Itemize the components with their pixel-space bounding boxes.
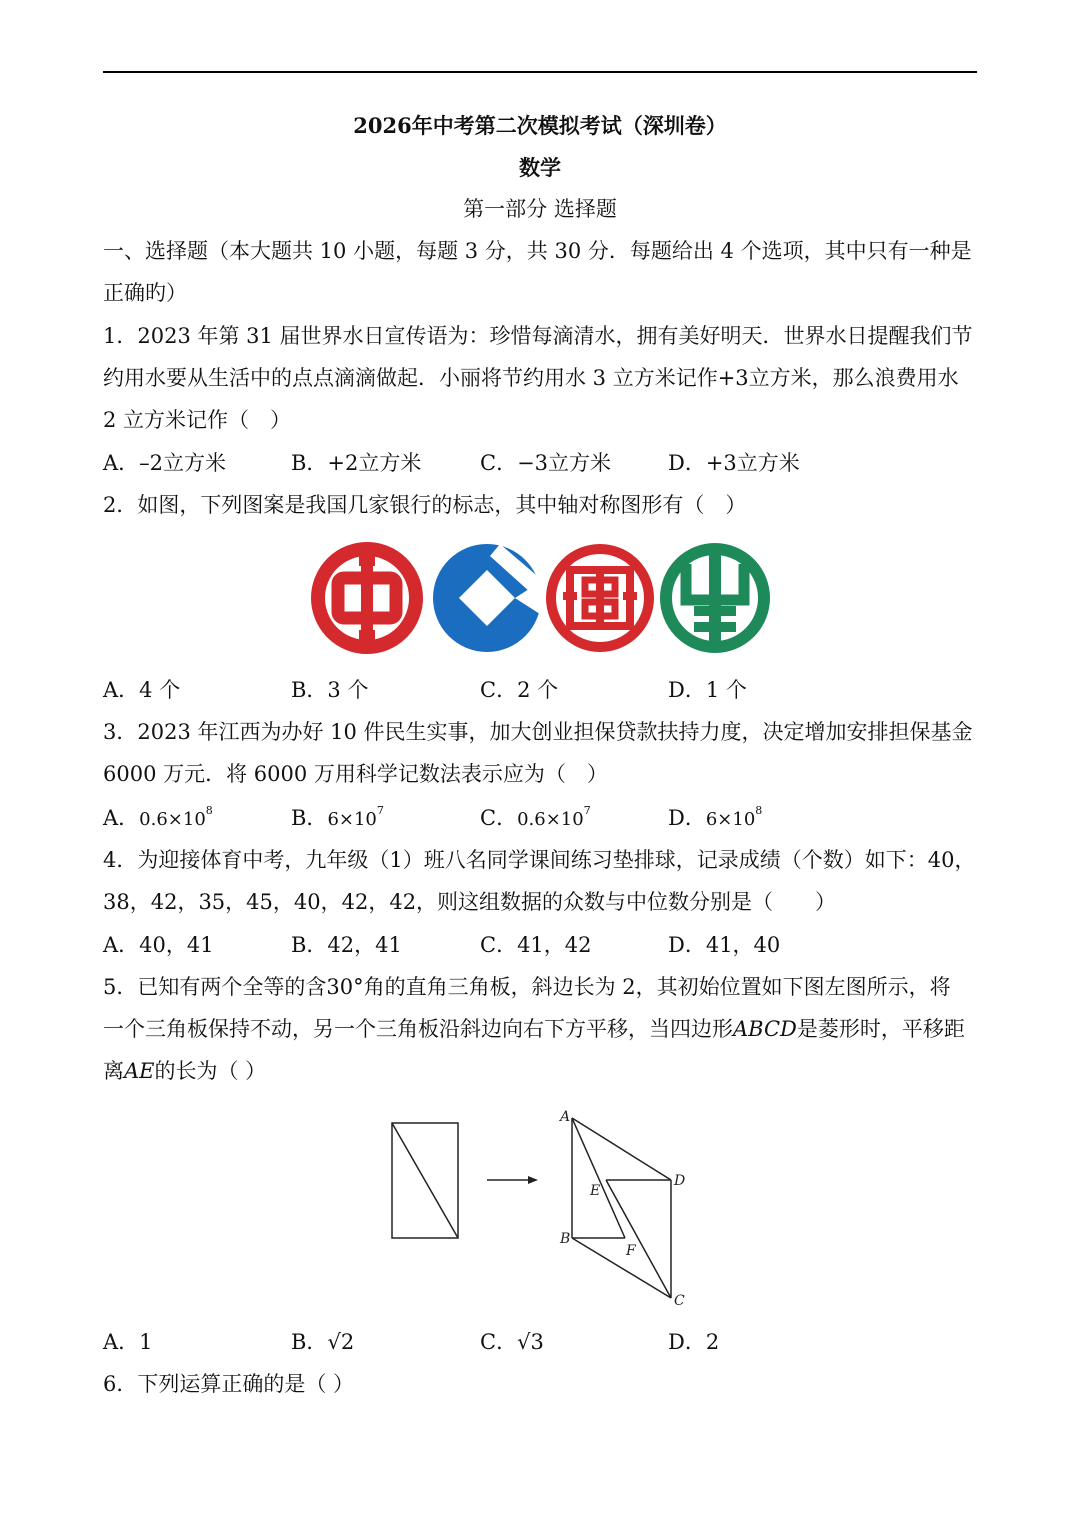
bank-logos [310,540,770,662]
q5-line3-a: 离 [103,1059,124,1083]
q5-line2-b: ABCD [733,1017,797,1041]
point-a-label: A [560,1109,571,1125]
q3-option-b[interactable] [291,804,384,830]
q1-option-a[interactable]: A．–2立方米 [103,451,227,475]
q3-line2: 6000 万元．将 6000 万用科学记数法表示应为（ ） [103,762,608,786]
q5-option-a-label: A． [103,1330,140,1354]
q2-option-b[interactable]: B．3 个 [291,678,369,702]
point-f-label: F [626,1243,636,1259]
q1-line2: 约用水要从生活中的点点滴滴做起．小丽将节约用水 3 立方米记作+3立方米，那么浪费用水 [103,366,959,390]
q5-line1: 5．已知有两个全等的含30°角的直角三角板，斜边长为 2，其初始位置如下图左图所示，将 [103,975,951,999]
q5-option-c-value: √3 [517,1330,544,1354]
q2-line1: 2．如图，下列图案是我国几家银行的标志，其中轴对称图形有（ ） [103,493,747,517]
agricultural-bank-logo [666,548,764,648]
q3-option-a-exp: 8 [205,804,213,817]
q2-option-d[interactable]: D．1 个 [668,678,747,702]
exam-title: 2026年中考第二次模拟考试（深圳卷） [353,113,727,138]
q2-option-a[interactable]: A．4 个 [103,678,181,702]
q3-option-d[interactable] [668,804,763,830]
subject-title: 数学 [519,155,561,180]
initial-diagonal [392,1123,458,1238]
point-c-label: C [674,1293,685,1309]
q1-line1: 1．2023 年第 31 届世界水日宣传语为：珍惜每滴清水，拥有美好明天．世界水日提醒我们节 [103,324,973,348]
q4-option-a[interactable]: A．40，41 [103,933,214,957]
q3-option-b-label: B． [291,806,328,830]
point-e-label: E [590,1183,601,1199]
q5-option-d-value: 2 [705,1330,720,1354]
q3-option-b-exp: 7 [376,804,384,817]
q2-option-c[interactable]: C．2 个 [480,678,559,702]
bank-of-china-logo [318,544,416,652]
q3-option-d-base: 6×10 [705,809,756,830]
q5-line3 [103,1061,266,1082]
icbc-logo [551,549,649,647]
rhombus-figure [572,1118,671,1298]
q3-line1: 3．2023 年江西为办好 10 件民生实事，加大创业担保贷款扶持力度，决定增加安排担保基金 [103,720,973,744]
q3-option-a-label: A． [103,806,140,830]
q4-option-c[interactable]: C．41，42 [480,933,592,957]
q3-option-a-base: 0.6×10 [139,809,206,830]
q1-line3: 2 立方米记作（ ） [103,408,292,432]
q3-option-d-label: D． [668,806,706,830]
q5-line2-c: 是菱形时，平移距 [796,1017,965,1041]
q3-option-c-exp: 7 [583,804,591,817]
q4-option-b[interactable]: B．42，41 [291,933,402,957]
section-instruction-cont: 正确旳） [103,281,187,305]
q5-option-c-label: C． [480,1330,518,1354]
q5-option-c[interactable] [480,1332,544,1353]
q1-option-c[interactable]: C．−3立方米 [480,451,612,475]
q5-line3-b: AE [124,1059,155,1083]
q4-line1: 4．为迎接体育中考，九年级（1）班八名同学课间练习垫排球，记录成绩（个数）如下：40， [103,848,976,872]
q5-option-b-label: B． [291,1330,328,1354]
q6-line1: 6．下列运算正确的是（ ） [103,1372,355,1396]
q3-option-d-exp: 8 [755,804,763,817]
q5-option-a[interactable] [103,1332,153,1353]
q5-line3-c: 的长为（ ） [154,1059,267,1083]
q5-option-d[interactable] [668,1332,719,1353]
construction-bank-logo [433,544,543,652]
point-b-label: B [560,1231,571,1247]
section-instruction: 一、选择题（本大题共 10 小题，每题 3 分，共 30 分．每题给出 4 个选项，其中只有一种是 [103,239,972,263]
q3-option-c-base: 0.6×10 [517,809,584,830]
q5-figure [380,1105,710,1314]
point-d-label: D [674,1173,686,1189]
q5-option-b[interactable] [291,1332,354,1353]
q3-option-a[interactable] [103,804,213,830]
part-title: 第一部分 选择题 [463,197,617,221]
q1-option-d[interactable]: D．+3立方米 [668,451,800,475]
q3-option-c[interactable] [480,804,591,830]
q5-option-b-value: √2 [327,1330,355,1354]
top-rule [103,71,977,73]
q3-option-b-base: 6×10 [327,809,377,830]
q5-line2 [103,1019,965,1040]
q3-option-c-label: C． [480,806,518,830]
q4-line2: 38，42，35，45，40，42，42，则这组数据的众数与中位数分别是（ ） [103,890,837,914]
q5-option-d-label: D． [668,1330,706,1354]
q1-option-b[interactable]: B．+2立方米 [291,451,422,475]
q5-option-a-value: 1 [139,1330,153,1354]
q5-line2-a: 一个三角板保持不动，另一个三角板沿斜边向右下方平移，当四边形 [103,1017,733,1041]
arrow-head-icon [528,1176,538,1184]
q4-option-d[interactable]: D．41，40 [668,933,781,957]
